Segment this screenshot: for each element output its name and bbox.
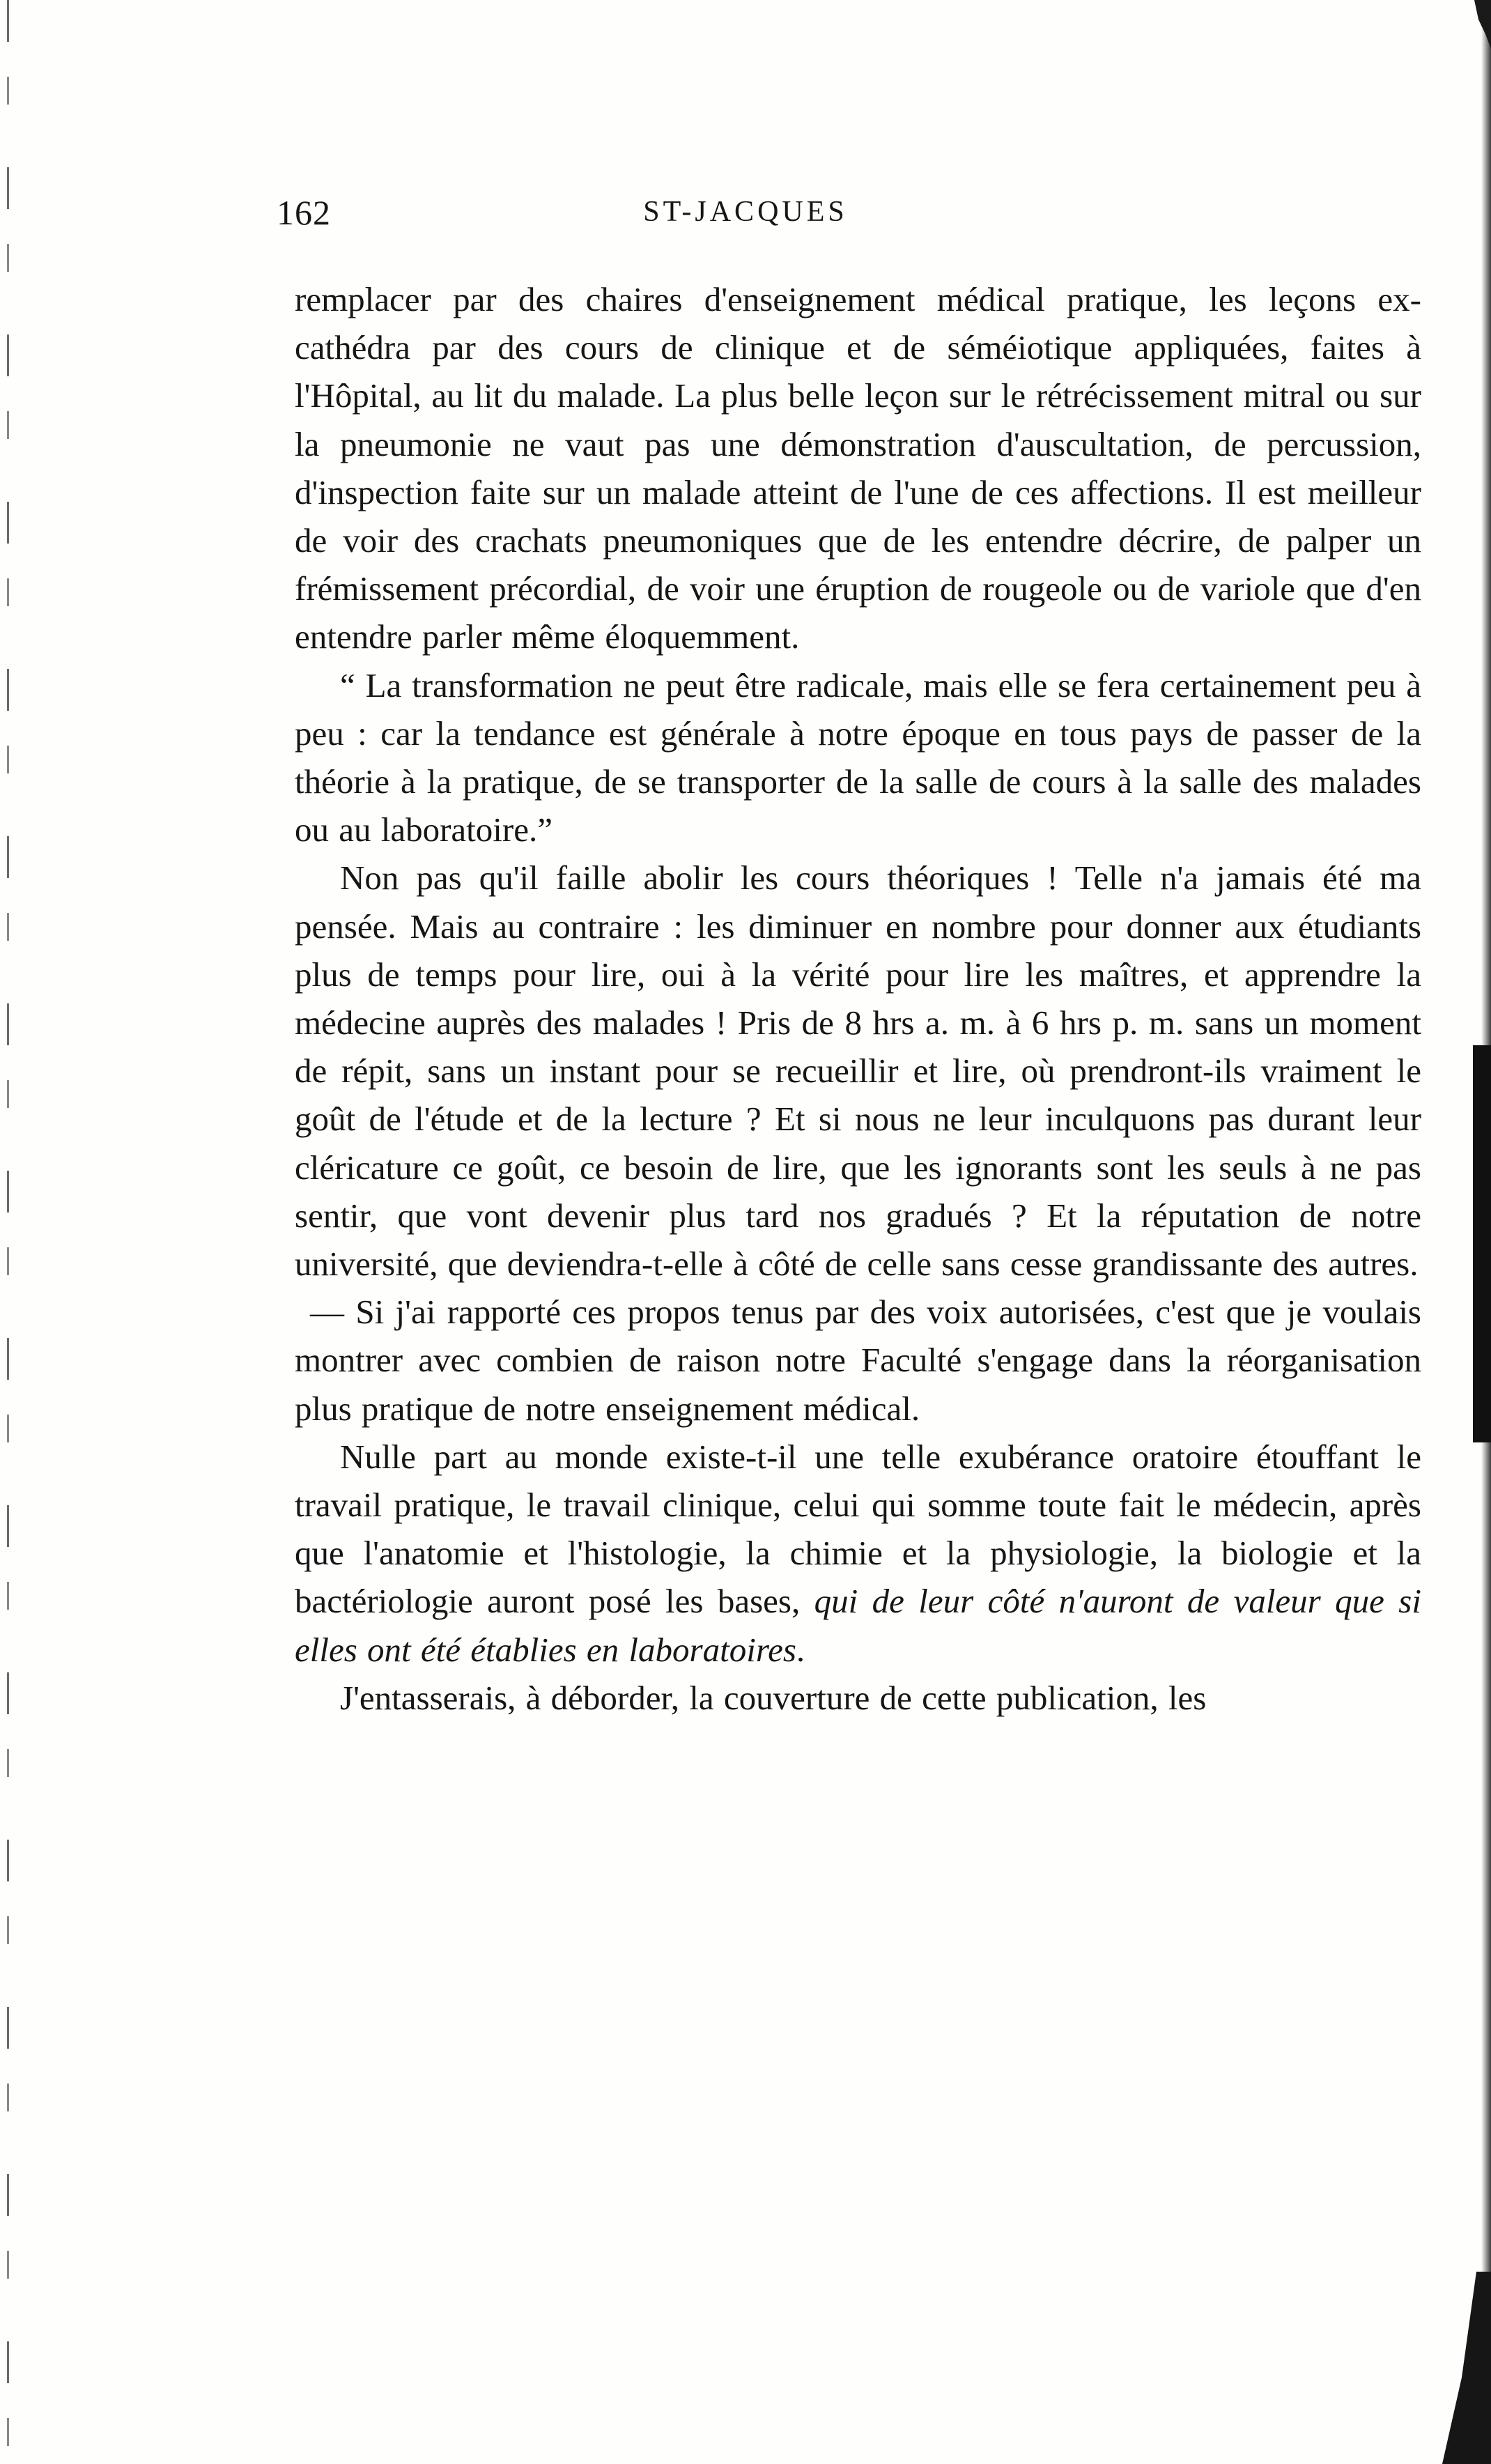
paragraph-6: J'entasserais, à déborder, la couverture de cette publication, les — [340, 1678, 1207, 1717]
page-header — [0, 192, 1491, 241]
paragraph-4: — Si j'ai rapporté ces propos tenus par des voix autorisées, c'est que je voulais montrer avec combien de raison notre Faculté s'engage dans la réorganisation plus pratique de notre enseignement médical. — [295, 1293, 1421, 1428]
paragraph-5 — [295, 1433, 1421, 1674]
scan-right-edge-middle-shadow — [1473, 1045, 1491, 1442]
paragraph-5-italic: qui de leur côté n'auront de valeur que si elles ont été établies en laboratoires — [295, 1582, 1421, 1669]
running-title: ST-JACQUES — [643, 196, 848, 228]
paragraph-5-end: . — [796, 1630, 805, 1669]
scan-right-edge-bottom-shadow — [1442, 2272, 1491, 2464]
paragraph-5-text: Nulle part au monde existe-t-il une telle exubérance oratoire étouffant le travail pratique, le travail clinique, celui qui somme toute fait le médecin, après que l'anatomie et l'histologie, la chimie et la physiologie, la biologie et la bactériologie auront posé les bases, — [295, 1437, 1421, 1621]
page-number: 162 — [277, 193, 331, 232]
paragraph-1: remplacer par des chaires d'enseignement médical pratique, les leçons ex-cathédra par des cours de clinique et de séméiotique appliquées, faites à l'Hôpital, au lit du malade. La plus belle leçon sur le rétrécissement mitral ou sur la pneumonie ne vaut pas une démonstration d'auscultation, de percussion, d'inspection faite sur un malade atteint de l'une de ces affections. Il est meilleur de voir des crachats pneumoniques que de les entendre décrire, de palper un frémissement précordial, de voir une éruption de rougeole ou de variole que d'en entendre parler même éloquemment. — [295, 280, 1421, 656]
body-text — [295, 275, 1421, 1722]
paragraph-2-quotation: “ La transformation ne peut être radicale, mais elle se fera certainement peu à peu : car la tendance est générale à notre époque en tous pays de passer de la théorie à la pratique, de se transporter de la salle de cours à la salle des malades ou au laboratoire.” — [295, 665, 1421, 849]
scan-left-edge — [7, 0, 9, 2464]
paragraph-3: Non pas qu'il faille abolir les cours théoriques ! Telle n'a jamais été ma pensée. Mais au contraire : les diminuer en nombre pour donner aux étudiants plus de temps pour lire, oui à la vérité pour lire les maîtres, et apprendre la médecine auprès des malades ! Pris de 8 hrs a. m. à 6 hrs p. m. sans un moment de répit, sans un instant pour se recueillir et lire, où prendront-ils vraiment le goût de l'étude et de la lecture ? Et si nous ne leur inculquons pas durant leur cléricature ce goût, ce besoin de lire, que les ignorants sont les seuls à ne pas sentir, que vont devenir plus tard nos gradués ? Et la réputation de notre université, que deviendra-t-elle à côté de celle sans cesse grandissante des autres. — [295, 858, 1421, 1284]
